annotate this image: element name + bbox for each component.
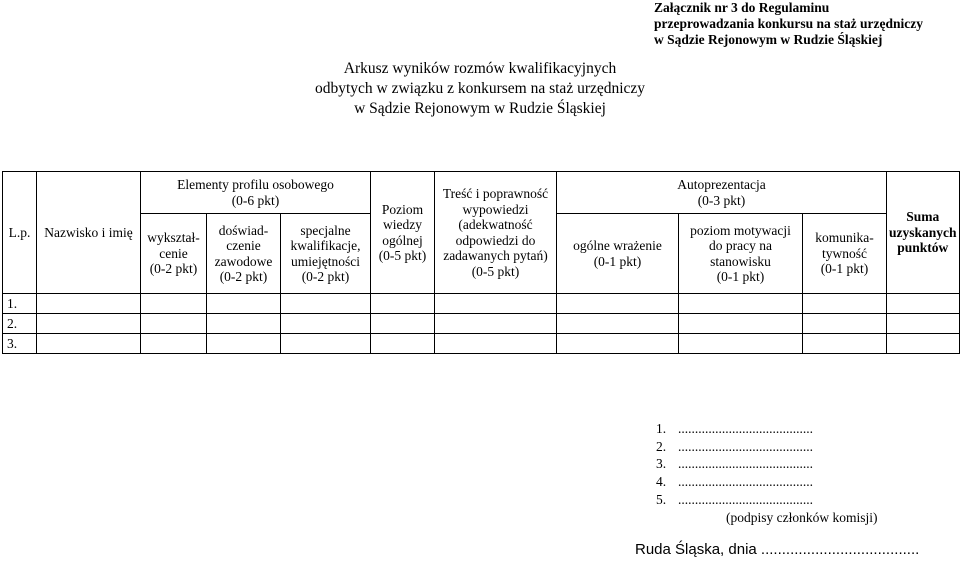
header-text: (0-2 pkt) bbox=[301, 269, 350, 284]
signature-line bbox=[656, 420, 878, 438]
cell bbox=[141, 314, 207, 334]
cell bbox=[803, 294, 887, 314]
cell bbox=[887, 334, 960, 354]
row-number: 2. bbox=[3, 314, 37, 334]
header-text: (0-1 pkt) bbox=[820, 261, 869, 277]
header-text: Poziom bbox=[381, 201, 424, 217]
header-impression bbox=[557, 214, 679, 294]
header-text: zadawanych pytań) bbox=[443, 248, 548, 263]
signature-number: 4. bbox=[656, 474, 667, 490]
cell bbox=[679, 314, 803, 334]
header-text: czenie bbox=[226, 238, 261, 253]
cell bbox=[557, 314, 679, 334]
annex-line: przeprowadzania konkursu na staż urzędniczy bbox=[654, 16, 924, 31]
signature-number: 3. bbox=[656, 456, 667, 472]
signature-line bbox=[656, 491, 878, 509]
header-text: odpowiedzi do bbox=[455, 232, 536, 248]
header-text: Treść i poprawność bbox=[442, 186, 549, 201]
signature-line bbox=[656, 455, 878, 473]
header-text: (0-1 pkt) bbox=[716, 269, 765, 284]
signature-dots: ........................................ bbox=[678, 474, 813, 490]
header-text: Autoprezentacja bbox=[677, 177, 766, 192]
place-date-line: Ruda Śląska, dnia ...................................... bbox=[635, 541, 920, 558]
cell bbox=[435, 294, 557, 314]
header-lp: L.p. bbox=[3, 172, 37, 294]
title-line: Arkusz wyników rozmów kwalifikacyjnych bbox=[343, 60, 617, 77]
header-sum bbox=[887, 172, 960, 294]
cell bbox=[371, 294, 435, 314]
signature-line bbox=[656, 473, 878, 491]
header-profile-group bbox=[141, 172, 371, 214]
table-row bbox=[3, 294, 960, 314]
header-text: doświad- bbox=[218, 222, 269, 238]
header-text: do pracy na bbox=[709, 238, 772, 253]
signature-number: 5. bbox=[656, 491, 667, 507]
header-selfpres-group bbox=[557, 172, 887, 214]
header-text: (adekwatność bbox=[458, 217, 533, 232]
cell bbox=[141, 334, 207, 354]
header-text: (0-5 pkt) bbox=[378, 248, 427, 263]
header-experience bbox=[207, 214, 281, 294]
header-communication bbox=[803, 214, 887, 294]
table-row bbox=[3, 334, 960, 354]
cell bbox=[887, 314, 960, 334]
header-text: (0-2 pkt) bbox=[219, 269, 268, 284]
annex-line: w Sądzie Rejonowym w Rudzie Śląskiej bbox=[654, 32, 883, 47]
header-text: zawodowe bbox=[214, 253, 273, 269]
results-table bbox=[2, 171, 960, 354]
cell bbox=[37, 294, 141, 314]
cell bbox=[37, 334, 141, 354]
header-text: ogólne wrażenie bbox=[573, 238, 662, 253]
header-text: kwalifikacje, bbox=[290, 238, 361, 253]
header-text: (0-1 pkt) bbox=[593, 253, 642, 269]
document-title bbox=[0, 59, 960, 119]
header-text: uzyskanych bbox=[889, 224, 957, 240]
header-text: wykształ- bbox=[147, 230, 200, 246]
cell bbox=[371, 314, 435, 334]
header-text: (0-6 pkt) bbox=[231, 192, 280, 208]
signature-block bbox=[656, 420, 878, 526]
signature-dots: ........................................ bbox=[678, 421, 813, 436]
header-text: wiedzy bbox=[383, 217, 422, 232]
header-education bbox=[141, 214, 207, 294]
cell bbox=[557, 334, 679, 354]
cell bbox=[281, 314, 371, 334]
cell bbox=[371, 334, 435, 354]
title-line: odbytych w związku z konkursem na staż urzędniczy bbox=[314, 80, 646, 97]
cell bbox=[887, 294, 960, 314]
header-motivation bbox=[679, 214, 803, 294]
cell bbox=[803, 314, 887, 334]
title-line: w Sądzie Rejonowym w Rudzie Śląskiej bbox=[354, 100, 606, 117]
cell bbox=[679, 294, 803, 314]
header-text: umiejętności bbox=[291, 253, 360, 269]
table-row bbox=[3, 314, 960, 334]
header-text: specjalne bbox=[300, 222, 351, 238]
cell bbox=[141, 294, 207, 314]
header-text: poziom motywacji bbox=[690, 222, 791, 238]
header-text: tywność bbox=[822, 245, 867, 261]
header-text: komunika- bbox=[815, 230, 874, 246]
header-text: Elementy profilu osobowego bbox=[177, 177, 334, 192]
signature-dots: ........................................ bbox=[678, 438, 813, 454]
header-text: ogólnej bbox=[382, 232, 423, 248]
header-text: (0-3 pkt) bbox=[697, 192, 746, 208]
cell bbox=[435, 334, 557, 354]
signature-line bbox=[656, 438, 878, 456]
cell bbox=[281, 334, 371, 354]
header-content bbox=[435, 172, 557, 294]
header-text: wypowiedzi bbox=[462, 201, 529, 217]
header-text: punktów bbox=[897, 240, 949, 256]
header-name: Nazwisko i imię bbox=[37, 172, 141, 294]
row-number: 1. bbox=[3, 294, 37, 314]
signature-caption: (podpisy członków komisji) bbox=[726, 509, 878, 525]
signature-number: 1. bbox=[656, 421, 667, 436]
header-skills bbox=[281, 214, 371, 294]
header-text: stanowisku bbox=[710, 253, 771, 269]
cell bbox=[557, 294, 679, 314]
cell bbox=[679, 334, 803, 354]
row-number: 3. bbox=[3, 334, 37, 354]
cell bbox=[435, 314, 557, 334]
cell bbox=[207, 314, 281, 334]
header-text: cenie bbox=[159, 245, 188, 261]
header-text: (0-5 pkt) bbox=[471, 263, 520, 279]
header-knowledge bbox=[371, 172, 435, 294]
signature-dots: ........................................ bbox=[678, 456, 813, 472]
annex-header bbox=[654, 0, 923, 48]
cell bbox=[207, 294, 281, 314]
signature-number: 2. bbox=[656, 438, 667, 454]
cell bbox=[37, 314, 141, 334]
cell bbox=[803, 334, 887, 354]
signature-dots: ........................................ bbox=[678, 491, 813, 507]
cell bbox=[207, 334, 281, 354]
annex-line: Załącznik nr 3 do Regulaminu bbox=[654, 0, 830, 15]
cell bbox=[281, 294, 371, 314]
header-text: Suma bbox=[906, 209, 940, 225]
header-text: (0-2 pkt) bbox=[149, 261, 198, 277]
